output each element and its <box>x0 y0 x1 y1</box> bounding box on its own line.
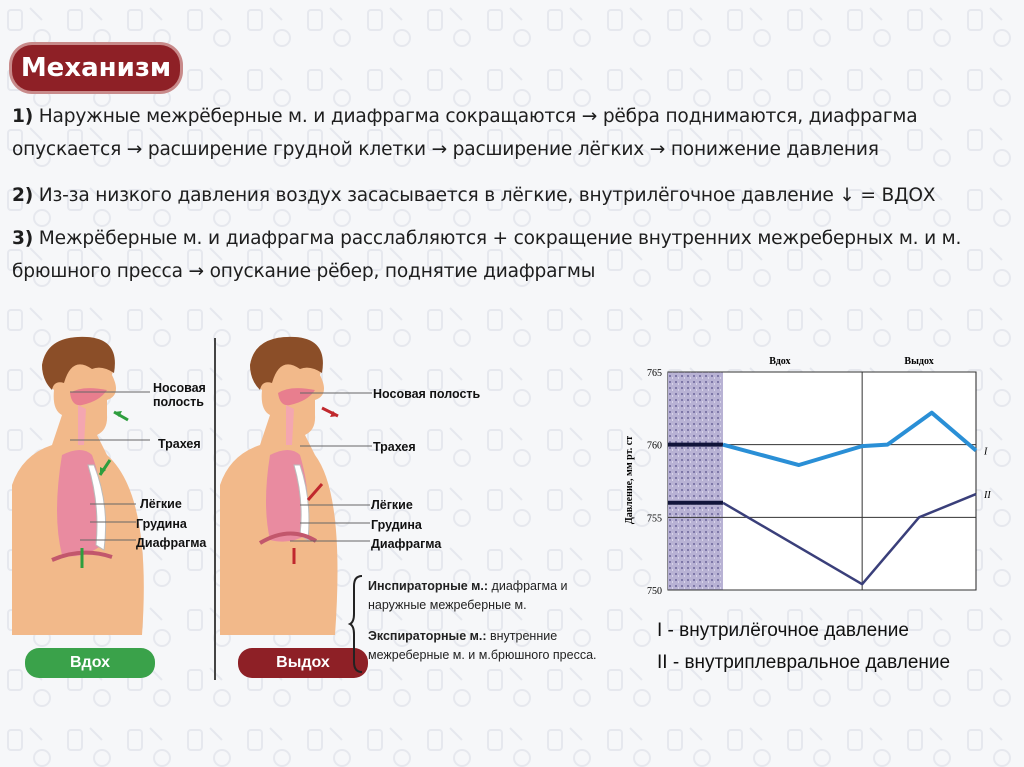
paragraph-1 <box>12 100 1016 166</box>
inspiratory-text: диафрагма и <box>488 579 568 593</box>
paragraph-3-number: 3) <box>12 228 34 249</box>
exhale-label-diaphragm: Диафрагма <box>371 537 442 551</box>
inhale-button[interactable]: Вдох <box>25 648 155 678</box>
chart-ylabel: Давление, мм рт. ст <box>624 435 635 525</box>
pressure-chart <box>620 350 990 610</box>
expiratory-note <box>368 627 597 665</box>
exhale-label-lungs: Лёгкие <box>371 498 413 512</box>
mechanism-badge: Механизм <box>12 45 180 91</box>
chart-ytick-750: 750 <box>647 586 662 597</box>
exhale-label-sternum: Грудина <box>371 518 422 532</box>
exhale-button[interactable]: Выдох <box>238 648 368 678</box>
inhale-label-nasal-2: полость <box>153 395 204 409</box>
paragraph-2 <box>12 179 1016 212</box>
chart-baseline-band <box>668 372 723 590</box>
chart-series-label-I: I <box>984 446 988 458</box>
paragraph-2-number: 2) <box>12 185 34 206</box>
chart-ytick-765: 765 <box>647 368 662 379</box>
notes-bracket <box>350 574 366 674</box>
chart-ytick-755: 755 <box>647 513 662 525</box>
inhale-label-diaphragm: Диафрагма <box>136 536 207 550</box>
paragraph-2-text: Из-за низкого давления воздух засасывается в лёгкие, внутрилёгочное давление ↓ = ВДОХ <box>33 185 936 206</box>
inhale-label-nasal-1: Носовая <box>153 381 206 395</box>
figure-divider <box>214 338 216 680</box>
legend-line-2: II - внутриплевральное давление <box>657 652 951 673</box>
inhale-label-trachea: Трахея <box>158 437 201 451</box>
exhale-label-nasal: Носовая полость <box>373 387 481 401</box>
exhale-label-trachea: Трахея <box>373 440 416 454</box>
chart-phase-label-1: Выдох <box>904 356 934 367</box>
inhale-label-sternum: Грудина <box>136 517 187 531</box>
inhale-label-lungs: Лёгкие <box>140 497 182 511</box>
expiratory-text-2: межреберные м. и м.брюшного пресса. <box>368 648 597 662</box>
paragraph-1-text: Наружные межрёберные м. и диафрагма сокращаются → рёбра поднимаются, диафрагма опускается → расширение грудной клетки → расширение лёгких → понижение давления <box>12 106 918 160</box>
inspiratory-title: Инспираторные м.: <box>368 579 489 593</box>
paragraph-1-number: 1) <box>12 106 34 127</box>
chart-phase-label-0: Вдох <box>769 356 791 367</box>
inspiratory-note <box>368 577 568 615</box>
inspiratory-text-2: наружные межреберные м. <box>368 598 527 612</box>
chart-series-label-II: II <box>984 490 991 502</box>
expiratory-title: Экспираторные м.: <box>368 629 487 643</box>
paragraph-3-text: Межрёберные м. и диафрагма расслабляются + сокращение внутренних межреберных м. и м. брюшного пресса → опускание рёбер, поднятие диафрагмы <box>12 228 962 282</box>
legend-line-1: I - внутрилёгочное давление <box>657 620 909 641</box>
exhale-arrows <box>280 380 375 580</box>
inhale-arrows <box>70 380 160 580</box>
chart-ytick-760: 760 <box>647 440 662 452</box>
expiratory-text: внутренние <box>486 629 558 643</box>
paragraph-3 <box>12 222 1016 288</box>
